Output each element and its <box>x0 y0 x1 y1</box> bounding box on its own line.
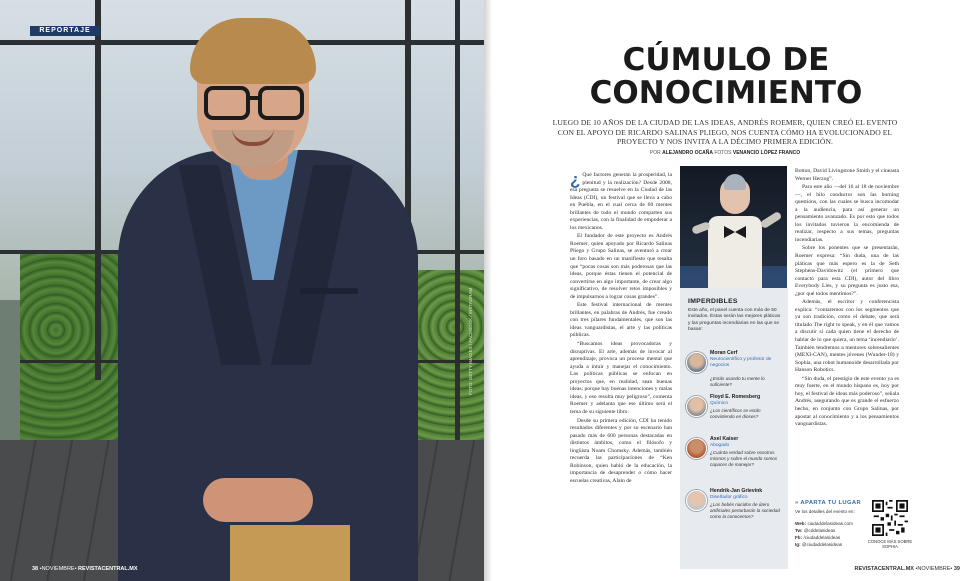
speaker-avatar <box>686 396 707 417</box>
right-page-article <box>484 0 968 581</box>
speaker-avatar <box>686 438 707 459</box>
speaker-avatar <box>686 490 707 511</box>
speaker-name: Hendrik-Jan Grievink <box>710 488 763 494</box>
headline-line-1: CÚMULO DE <box>622 42 830 78</box>
article-paragraph: Desde su primera edición, CDI ha tenido resultados diferentes y por su escenario han pasado más de 600 personas destacadas en distintos ámbitos, como el filósofo y lingüista Noam Chomsky. Además, también recuerda las participaciones de “Ken Robinson, quien habló de la educación, la importancia de desaprender o cómo hacer escuelas creativas, Alain de <box>570 417 672 484</box>
byline-author: ALEJANDRO OCAÑA <box>662 150 713 156</box>
speaker-avatar <box>686 352 707 373</box>
article-paragraph: Este festival internacional de mentes brillantes, en palabras de Andrés, fue creado con tres pilares fundamentales, que son las ideas vanguardistas, el arte y las políticas públicas. <box>570 302 672 339</box>
folio-right <box>854 566 960 572</box>
speaker-question: ¿Los bebés nacidos de útero artificiales perturbarán la sociedad como la conocemos? <box>710 502 780 519</box>
article-paragraph: Además, el escritor y conferencista explica: “contaremos con los segmentos que ya son tradición, como el debate, que será titulado The right to speak, y en él que vamos a discutir si cada quien tiene el derecho de hablar de lo que quiera, un tema ‘incendiario’. También tendremos a mentores sobresalientes (MEXI-CAN), mentes jóvenes (Wunder-18) y Sophia, una robot humanoide desarrollada por Hanson Robotics. <box>795 299 899 374</box>
jacket-pocket <box>300 288 358 294</box>
glasses-lens-right <box>258 86 304 120</box>
speaker-name: Floyd E. Romesberg <box>710 394 761 400</box>
speaker-name: Axel Kaiser <box>710 436 739 442</box>
event-link-web[interactable] <box>795 521 853 527</box>
robot-skull <box>724 174 746 190</box>
speaker-question: ¿Estás usando tu mente lo suficiente? <box>710 376 765 387</box>
speaker-question: ¿Los científicos se están convirtiendo en dioses? <box>710 408 761 419</box>
link-value: /ciudaddelasideas <box>803 535 841 540</box>
folio-month: •NOVIEMBRE• <box>39 566 77 572</box>
speaker-role: Diseñador gráfico <box>710 495 748 500</box>
event-link-instagram[interactable] <box>795 542 842 548</box>
person-trousers <box>230 525 350 581</box>
sidebar-intro: Este año, el panel cuenta con más de 50 invitados. Éstas serán las mejores pláticas y las preguntas incendiarias en las que se basan: <box>688 308 781 333</box>
robot-arm <box>760 211 783 229</box>
folio-month: •NOVIEMBRE• <box>915 566 953 572</box>
imperdibles-sidebar <box>680 288 788 569</box>
glasses-bridge <box>246 96 260 100</box>
headline-line-2: CONOCIMIENTO <box>589 75 863 111</box>
byline-foto-label: FOTOS <box>714 150 732 156</box>
paragraph-text: Qué factores generan la prosperidad, la plenitud y la realización? Desde 2008, esa pregunta se resuelve en la Ciudad de las Ideas (CDI), un festival que se lleva a cabo en Puebla, en el cual cerca de 60 mentes brillantes de todo el mundo comparten sus experiencias, con la finalidad de empoderar a los mexicanos. <box>570 172 672 231</box>
article-paragraph: Botton, David Livingstone Smith y el cineasta Werner Herzog”. <box>795 168 899 182</box>
qr-caption: CONOCE MÁS SOBRE SOPHIA <box>867 539 913 550</box>
photo-credit: FOTO: GETTY IMAGES / FACEBOOK / INSTAGRAM <box>468 287 473 395</box>
speaker-question: ¿Cuánta verdad sobre nosotros mismos y sobre el mundo somos capaces de manejar? <box>710 450 778 467</box>
speaker-role: Abogado <box>710 443 730 448</box>
section-tag <box>30 26 100 36</box>
event-intro: Ve los detalles del evento en: <box>795 509 855 514</box>
sidebar-title: IMPERDIBLES <box>688 298 738 305</box>
folio-left <box>32 566 138 572</box>
glasses-lens-left <box>204 86 250 120</box>
article-paragraph <box>570 172 672 232</box>
link-label: Tw: <box>795 528 803 533</box>
article-paragraph: “Sin duda, el prestigio de este evento ya es muy fuerte, en el mundo hispano es, hoy por hoy, el festival de ideas más poderoso”, señala Andrés, asegurando que es grande el esfuerzo hecho, en conjunto con Grupo Salinas, por apostar al conocimiento y a los pensamientos vanguardistas. <box>795 375 899 428</box>
speaker-role: Químico <box>710 401 728 406</box>
event-title: » APARTA TU LUGAR <box>795 500 862 506</box>
page-number: 39 <box>953 566 960 572</box>
section-label: REPORTAJE <box>30 26 100 36</box>
window-mullion <box>455 0 460 440</box>
link-label: Web: <box>795 521 807 526</box>
byline-por-label: POR <box>649 150 661 156</box>
article-paragraph: Para este año —del 16 al 18 de noviembre—, el hilo conductor son las burning questions, con las cuales se busca incomodar a la audiencia, para así generar un pensamiento avanzado. Es por esto que todos los invitados tuvieron la encomienda de realizar, respecto a sus temas, preguntas incendiarias. <box>795 184 899 243</box>
article-paragraph: “Buscamos ideas provocadoras y disruptivas. El arte, además de invocar al aprendizaje, provoca un proceso mental que ayuda a intuir y manejar el conocimiento. Las políticas públicas se enfocan en proyectos que, en realidad, sean buenas ideas; porque hay buenas intenciones y malas ideas, y eso resulta muy peligroso”, comenta Roemer y adelanta que ese último será el tema de su siguiente libro. <box>570 341 672 415</box>
robot-body <box>708 216 762 288</box>
link-value: ciudaddelasideas.com <box>807 521 853 526</box>
speaker-entry <box>686 488 786 526</box>
speaker-role: Neurocientífico y profesor de negocios <box>710 357 772 368</box>
sophia-robot-photo <box>680 166 787 288</box>
event-link-twitter[interactable] <box>795 528 835 534</box>
headline <box>576 44 876 110</box>
window-mullion <box>95 0 101 380</box>
speaker-entry <box>686 350 786 388</box>
article-column-1 <box>570 172 672 564</box>
folio-site: REVISTACENTRAL.MX <box>854 566 914 572</box>
qr-code-icon[interactable] <box>872 500 908 536</box>
page-number: 38 <box>32 566 39 572</box>
link-value: @cddelasideas <box>803 528 836 533</box>
event-link-facebook[interactable] <box>795 535 840 541</box>
folio-site: REVISTACENTRAL.MX <box>78 566 138 572</box>
link-label: Fb: <box>795 535 803 540</box>
article-column-3 <box>795 168 899 496</box>
speaker-name: Moran Cerf <box>710 350 738 356</box>
article-paragraph: El fundador de este proyecto es Andrés Roemer, quien apoyado por Ricardo Salinas Pliego y Grupo Salinas, se aventuró a crear un foro basado en un manifiesto que resalta que “pocas cosas son más poderosas que las ideas, porque éstas tienen el potencial de convertirse en algo importante, de crear algo significativo, de resolver retos imposibles y de impulsarnos a lograr cosas grandes”. <box>570 233 672 300</box>
speaker-entry <box>686 394 786 432</box>
person-hands <box>203 478 313 522</box>
link-label: Ig: <box>795 542 801 547</box>
byline-photographer: VENANCIO LÓPEZ FRANCO <box>732 150 801 156</box>
article-paragraph: Sobre los ponentes que se presentarán, Roemer expresa: “Sin duda, una de las pláticas que más espero es la de Seth Stephens-Davidowitz (el primero que contactó para esta CDI), autor del libro Everybody Lies, y su pregunta es justo esa, ¿por qué todos mentimos?”. <box>795 245 899 297</box>
byline <box>550 150 900 156</box>
link-value: @ciudaddelasideas <box>801 542 843 547</box>
drop-cap: ¿ <box>570 172 581 189</box>
gutter-shadow <box>484 0 492 581</box>
article-deck: LUEGO DE 10 AÑOS DE LA CIUDAD DE LAS IDEAS, ANDRÉS ROEMER, QUIEN CREÓ EL EVENTO CON EL APOYO DE RICARDO SALINAS PLIEGO, NOS CUENTA CÓMO HA EVOLUCIONADO EL PROYECTO Y NOS INVITA A LA DÉCIMO PRIMERA EDICIÓN. <box>552 118 898 147</box>
speaker-entry <box>686 436 786 474</box>
